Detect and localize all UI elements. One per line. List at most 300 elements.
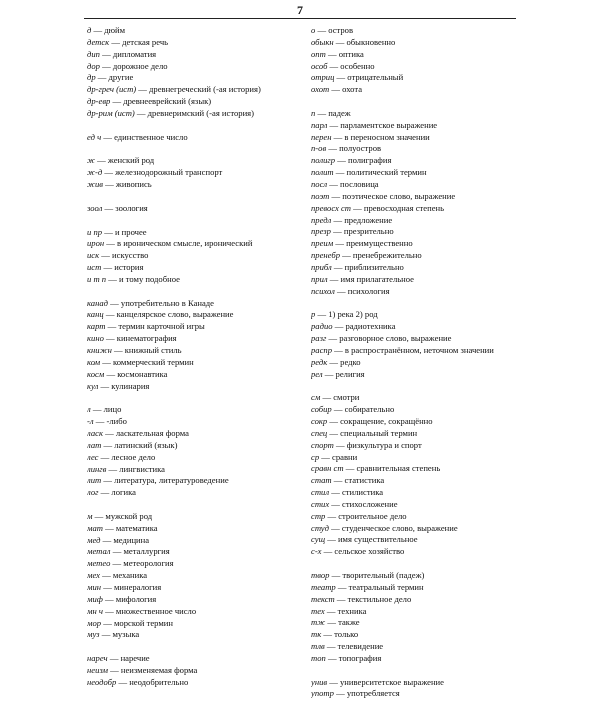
abbreviation-entry bbox=[311, 262, 543, 274]
abbreviation-meaning: — сокращение, сокращённо bbox=[327, 415, 433, 426]
abbreviation: канад bbox=[87, 297, 109, 308]
abbreviation: др bbox=[87, 72, 96, 83]
abbreviation: употр bbox=[311, 688, 334, 699]
abbreviation-entry bbox=[87, 203, 319, 215]
abbreviation-meaning: — в ироническом смысле, иронический bbox=[104, 238, 253, 249]
abbreviation-meaning: — религия bbox=[322, 368, 365, 379]
abbreviation-entry bbox=[311, 179, 543, 191]
abbreviation-meaning: — лесное дело bbox=[98, 451, 156, 462]
abbreviation-entry bbox=[311, 452, 543, 464]
abbreviation: и пр bbox=[87, 226, 103, 237]
abbreviation-entry bbox=[87, 37, 319, 49]
abbreviation: распр bbox=[311, 344, 333, 355]
abbreviation-entry bbox=[87, 321, 319, 333]
abbreviation-entry bbox=[87, 333, 319, 345]
abbreviation-entry bbox=[87, 381, 319, 393]
abbreviation: др-рим (ист) bbox=[87, 107, 135, 118]
abbreviation-meaning: — 1) река 2) род bbox=[315, 309, 378, 320]
abbreviation-entry bbox=[87, 653, 319, 665]
abbreviation: спец bbox=[311, 427, 328, 438]
abbreviation-meaning: — и прочее bbox=[102, 226, 147, 237]
abbreviation: лес bbox=[87, 451, 99, 462]
abbreviation-entry bbox=[87, 416, 319, 428]
abbreviation: д bbox=[87, 25, 92, 35]
abbreviation-meaning: — презрительно bbox=[330, 226, 394, 237]
abbreviation-group bbox=[311, 392, 543, 558]
abbreviation-meaning: — сравни bbox=[319, 451, 358, 462]
abbreviation-entry bbox=[87, 72, 319, 84]
abbreviation-entry bbox=[87, 570, 319, 582]
abbreviation-entry bbox=[87, 677, 319, 689]
abbreviation: театр bbox=[311, 581, 336, 592]
abbreviation: р bbox=[311, 309, 316, 320]
abbreviation: полит bbox=[311, 167, 334, 178]
abbreviation: студ bbox=[311, 522, 329, 533]
abbreviation-meaning: — литература, литературоведение bbox=[101, 475, 229, 486]
abbreviation: полигр bbox=[311, 155, 336, 166]
abbreviation-meaning: — употребительно в Канаде bbox=[108, 297, 214, 308]
abbreviation: и т п bbox=[87, 273, 107, 284]
abbreviation: мат bbox=[87, 522, 103, 533]
abbreviation: мн ч bbox=[87, 605, 103, 616]
abbreviation-meaning: — текстильное дело bbox=[334, 593, 412, 604]
abbreviation-entry bbox=[87, 452, 319, 464]
abbreviation-entry bbox=[311, 25, 543, 37]
abbreviation-entry bbox=[311, 345, 543, 357]
abbreviation-meaning: — музыка bbox=[99, 629, 140, 640]
abbreviation-group bbox=[311, 25, 543, 96]
abbreviation-entry bbox=[311, 511, 543, 523]
abbreviation: нареч bbox=[87, 653, 108, 664]
abbreviation-entry bbox=[311, 534, 543, 546]
abbreviation-meaning: — оптика bbox=[325, 48, 364, 59]
abbreviation: л bbox=[87, 404, 91, 415]
abbreviation-meaning: — зоология bbox=[102, 202, 148, 213]
abbreviation: п bbox=[311, 107, 316, 118]
abbreviation-meaning: — смотри bbox=[320, 392, 360, 403]
abbreviation-meaning: — полиграфия bbox=[335, 155, 392, 166]
page-number: 7 bbox=[297, 3, 303, 17]
abbreviation-group bbox=[311, 309, 543, 380]
abbreviation-entry bbox=[311, 617, 543, 629]
abbreviation: др-евр bbox=[87, 96, 111, 107]
abbreviation-meaning: — приблизительно bbox=[331, 261, 404, 272]
abbreviation-entry bbox=[311, 570, 543, 582]
abbreviation: преим bbox=[311, 238, 334, 249]
abbreviation-entry bbox=[311, 523, 543, 535]
abbreviation-meaning: — дипломатия bbox=[99, 48, 157, 59]
abbreviation-entry bbox=[87, 629, 322, 641]
abbreviation-meaning: — университетское выражение bbox=[327, 676, 444, 687]
abbreviation: тех bbox=[311, 605, 325, 616]
abbreviation-entry bbox=[311, 61, 543, 73]
abbreviation: ж-д bbox=[87, 167, 103, 178]
abbreviation-meaning: — редко bbox=[327, 356, 361, 367]
abbreviation: книжн bbox=[87, 345, 112, 356]
abbreviation-entry bbox=[311, 226, 543, 238]
abbreviation-meaning: — техника bbox=[324, 605, 367, 616]
abbreviation-meaning: — кинематография bbox=[103, 333, 177, 344]
abbreviation-entry bbox=[87, 606, 319, 618]
abbreviation-entry bbox=[87, 665, 319, 677]
abbreviation-meaning: — медицина bbox=[100, 534, 150, 545]
abbreviation: лит bbox=[87, 475, 102, 486]
abbreviation: жив bbox=[87, 179, 104, 190]
abbreviation-meaning: — множественное число bbox=[103, 605, 197, 616]
abbreviation: радио bbox=[311, 321, 333, 332]
abbreviation: дип bbox=[87, 48, 100, 59]
abbreviation: обыкн bbox=[311, 36, 334, 47]
abbreviation-group bbox=[311, 108, 543, 298]
abbreviation-entry bbox=[311, 357, 543, 369]
abbreviation-meaning: — наречие bbox=[107, 653, 150, 664]
abbreviation-meaning: — творительный (падеж) bbox=[329, 570, 425, 580]
abbreviation-meaning: — ласкательная форма bbox=[102, 427, 189, 438]
abbreviation: тк bbox=[311, 629, 322, 640]
abbreviation-entry bbox=[311, 688, 543, 700]
abbreviation: метео bbox=[87, 558, 111, 569]
abbreviation-entry bbox=[311, 120, 543, 132]
abbreviation: ед ч bbox=[87, 131, 102, 142]
abbreviation-entry bbox=[311, 629, 543, 641]
abbreviation-meaning: — морской термин bbox=[101, 617, 173, 628]
abbreviation-entry bbox=[311, 274, 543, 286]
abbreviation-meaning: — преимущественно bbox=[333, 238, 413, 249]
abbreviation-entry bbox=[311, 84, 543, 96]
abbreviation-entry bbox=[87, 262, 319, 274]
abbreviation-meaning: — неизменяемая форма bbox=[108, 664, 198, 675]
abbreviation-entry bbox=[87, 309, 319, 321]
abbreviation: ср bbox=[311, 451, 320, 462]
abbreviation-entry bbox=[311, 428, 543, 440]
abbreviation-meaning: — собирательно bbox=[331, 404, 395, 415]
abbreviation-meaning: — и тому подобное bbox=[106, 273, 180, 284]
abbreviation-meaning: — другие bbox=[95, 72, 134, 83]
abbreviation-entry bbox=[311, 369, 543, 381]
abbreviation-entry bbox=[311, 37, 543, 49]
abbreviation-entry bbox=[87, 155, 319, 167]
abbreviation-meaning: — живопись bbox=[103, 179, 152, 190]
abbreviation: парл bbox=[311, 119, 328, 130]
abbreviation-meaning: — древнегреческий (-ая история) bbox=[136, 84, 261, 95]
abbreviation: мин bbox=[87, 581, 102, 592]
abbreviation: презр bbox=[311, 226, 331, 237]
abbreviation-entry bbox=[87, 475, 319, 487]
abbreviation: тж bbox=[311, 617, 326, 628]
abbreviation: -л bbox=[87, 416, 94, 427]
abbreviation-meaning: — мифология bbox=[102, 593, 157, 604]
abbreviation: др-греч (ист) bbox=[87, 84, 137, 95]
header-rule bbox=[84, 18, 516, 19]
abbreviation: перен bbox=[311, 131, 332, 142]
abbreviation-meaning: — пословица bbox=[327, 179, 379, 190]
abbreviation-entry bbox=[311, 392, 543, 404]
abbreviation: тлв bbox=[311, 641, 325, 652]
abbreviation-meaning: — единственное число bbox=[101, 131, 188, 142]
abbreviation: собир bbox=[311, 404, 332, 415]
abbreviation-group bbox=[87, 404, 319, 499]
abbreviation: унив bbox=[311, 676, 328, 687]
abbreviation-group bbox=[87, 203, 319, 215]
abbreviation-entry bbox=[87, 132, 319, 144]
abbreviation-meaning: — минералогия bbox=[101, 581, 162, 592]
abbreviation-entry bbox=[87, 250, 319, 262]
abbreviation-meaning: — театральный термин bbox=[335, 581, 424, 592]
abbreviation-meaning: — разговорное слово, выражение bbox=[326, 333, 452, 344]
abbreviation: лог bbox=[87, 487, 99, 498]
abbreviation: сущ bbox=[311, 534, 326, 545]
abbreviation-entry bbox=[311, 499, 543, 511]
abbreviation-entry bbox=[87, 369, 319, 381]
abbreviation: ист bbox=[87, 262, 102, 273]
abbreviation: предл bbox=[311, 214, 332, 225]
abbreviation-meaning: — падеж bbox=[315, 107, 351, 118]
abbreviation-entry bbox=[311, 108, 543, 120]
abbreviation-meaning: — охота bbox=[329, 84, 363, 95]
abbreviation-meaning: — термин карточной игры bbox=[105, 321, 205, 332]
abbreviation-entry bbox=[87, 227, 319, 239]
abbreviation-meaning: — студенческое слово, выражение bbox=[328, 522, 458, 533]
abbreviation-group bbox=[87, 298, 319, 393]
abbreviation: превосх ст bbox=[311, 202, 352, 213]
abbreviation-meaning: — стихосложение bbox=[329, 498, 398, 509]
abbreviation-entry bbox=[311, 404, 543, 416]
abbreviation: охот bbox=[311, 84, 330, 95]
abbreviation-meaning: — женский род bbox=[95, 155, 155, 166]
abbreviation-entry bbox=[87, 428, 319, 440]
abbreviation-entry bbox=[87, 49, 319, 61]
abbreviation-meaning: — политический термин bbox=[333, 167, 427, 178]
abbreviation-entry bbox=[87, 404, 319, 416]
abbreviation-entry bbox=[311, 132, 543, 144]
abbreviation: косм bbox=[87, 368, 105, 379]
abbreviation-meaning: — механика bbox=[100, 570, 148, 581]
abbreviation: кино bbox=[87, 333, 104, 344]
abbreviation-meaning: — лингвистика bbox=[106, 463, 165, 474]
abbreviation-meaning: — имя прилагательное bbox=[327, 273, 414, 284]
abbreviation-entry bbox=[87, 345, 319, 357]
abbreviation-entry bbox=[311, 143, 543, 155]
abbreviation-entry bbox=[311, 641, 543, 653]
abbreviation: мех bbox=[87, 570, 100, 581]
abbreviation-entry bbox=[87, 523, 319, 535]
abbreviation: лингв bbox=[87, 463, 107, 474]
abbreviation-meaning: — дюйм bbox=[91, 25, 126, 35]
abbreviation-meaning: — искусство bbox=[99, 250, 149, 261]
abbreviation-meaning: — сельское хозяйство bbox=[321, 546, 405, 557]
abbreviation: п-ов bbox=[311, 143, 327, 154]
abbreviation-meaning: — метеорология bbox=[110, 558, 174, 569]
abbreviation-meaning: — поэтическое слово, выражение bbox=[329, 190, 456, 201]
abbreviation-entry bbox=[87, 618, 319, 630]
abbreviation-group bbox=[87, 132, 319, 144]
abbreviation: ж bbox=[87, 155, 95, 166]
abbreviation: кул bbox=[87, 380, 99, 391]
abbreviation-meaning: — стилистика bbox=[329, 487, 384, 498]
abbreviation: зоол bbox=[87, 202, 103, 213]
abbreviation-meaning: — книжный стиль bbox=[111, 345, 182, 356]
abbreviation-meaning: — превосходная степень bbox=[351, 202, 445, 213]
abbreviation-meaning: — детская речь bbox=[109, 36, 169, 47]
abbreviation-group bbox=[87, 653, 319, 689]
abbreviation-meaning: — обыкновенно bbox=[333, 36, 396, 47]
abbreviation-entry bbox=[87, 274, 319, 286]
abbreviation-entry bbox=[87, 535, 319, 547]
abbreviation-entry bbox=[311, 463, 543, 475]
abbreviation: стил bbox=[311, 487, 330, 498]
abbreviation: топ bbox=[311, 652, 326, 663]
abbreviation-meaning: — -либо bbox=[93, 416, 127, 427]
abbreviation-entry bbox=[311, 250, 543, 262]
abbreviation-entry bbox=[87, 440, 319, 452]
abbreviation-group bbox=[311, 677, 543, 701]
abbreviation-meaning: — радиотехника bbox=[332, 321, 396, 332]
abbreviation-entry bbox=[311, 416, 543, 428]
abbreviation-meaning: — коммерческий термин bbox=[100, 356, 194, 367]
abbreviation-entry bbox=[311, 309, 543, 321]
abbreviation: спорт bbox=[311, 439, 334, 450]
abbreviation-entry bbox=[311, 286, 543, 298]
abbreviation-meaning: — парламентское выражение bbox=[327, 119, 438, 130]
abbreviation-group bbox=[87, 227, 319, 286]
abbreviation-meaning: — психология bbox=[334, 285, 390, 296]
abbreviation-entry bbox=[311, 321, 543, 333]
abbreviation-meaning: — в распространённом, неточном значении bbox=[332, 344, 494, 355]
abbreviation-meaning: — строительное дело bbox=[325, 510, 407, 521]
abbreviation-meaning: — канцелярское слово, выражение bbox=[103, 309, 234, 320]
abbreviation-meaning: — топография bbox=[325, 652, 382, 663]
abbreviation-meaning: — кулинария bbox=[98, 380, 150, 391]
abbreviation-entry bbox=[311, 215, 543, 227]
abbreviation-entry bbox=[87, 464, 319, 476]
abbreviation: пренебр bbox=[311, 250, 340, 261]
abbreviation-entry bbox=[87, 61, 319, 73]
abbreviation-meaning: — неодобрительно bbox=[116, 676, 189, 687]
abbreviation: поэт bbox=[311, 190, 330, 201]
abbreviation-meaning: — физкультура и спорт bbox=[333, 439, 422, 450]
abbreviation-group bbox=[87, 155, 319, 191]
abbreviation-meaning: — пренебрежительно bbox=[340, 250, 422, 261]
abbreviation-meaning: — латинский (язык) bbox=[101, 439, 178, 450]
abbreviation: стр bbox=[311, 510, 326, 521]
abbreviation-meaning: — имя существительное bbox=[325, 534, 418, 545]
abbreviation: стат bbox=[311, 475, 332, 486]
abbreviation: прибл bbox=[311, 261, 332, 272]
abbreviation: лат bbox=[87, 439, 102, 450]
abbreviation: см bbox=[311, 392, 321, 403]
abbreviation-entry bbox=[311, 72, 543, 84]
abbreviation-entry bbox=[311, 487, 543, 499]
abbreviation: ком bbox=[87, 356, 101, 367]
abbreviation: психол bbox=[311, 285, 335, 296]
abbreviation-entry bbox=[87, 96, 319, 108]
right-column bbox=[311, 25, 543, 712]
abbreviation: неизм bbox=[87, 664, 108, 675]
abbreviation-meaning: — железнодорожный транспорт bbox=[102, 167, 223, 178]
abbreviation: муз bbox=[87, 629, 100, 640]
abbreviation: твор bbox=[311, 570, 330, 580]
abbreviation-entry bbox=[311, 203, 543, 215]
abbreviation-meaning: — древнеримский (-ая история) bbox=[134, 107, 254, 118]
abbreviation-meaning: — древнееврейский (язык) bbox=[110, 96, 212, 107]
abbreviation-meaning: — полуостров bbox=[326, 143, 382, 154]
abbreviation: ласк bbox=[87, 427, 103, 438]
abbreviation-entry bbox=[311, 333, 543, 345]
abbreviation-meaning: — отрицательный bbox=[334, 72, 404, 83]
abbreviation-entry bbox=[311, 653, 543, 665]
abbreviation-entry bbox=[311, 677, 543, 689]
abbreviation-meaning: — специальный термин bbox=[327, 427, 418, 438]
abbreviation-entry bbox=[87, 108, 319, 120]
abbreviation: отриц bbox=[311, 72, 335, 83]
abbreviation-meaning: — также bbox=[325, 617, 360, 628]
abbreviation-meaning: — статистика bbox=[331, 475, 385, 486]
abbreviation: мор bbox=[87, 617, 102, 628]
abbreviation-entry bbox=[87, 357, 319, 369]
abbreviation-entry bbox=[87, 511, 319, 523]
abbreviation-entry bbox=[311, 167, 543, 179]
abbreviation: миф bbox=[87, 593, 103, 604]
abbreviation-meaning: — особенно bbox=[327, 60, 375, 71]
abbreviation: разг bbox=[311, 333, 327, 344]
abbreviation-entry bbox=[87, 582, 319, 594]
abbreviation-meaning: — история bbox=[101, 262, 144, 273]
abbreviation-meaning: — только bbox=[321, 629, 359, 640]
abbreviation: прил bbox=[311, 273, 328, 284]
abbreviation-group bbox=[87, 25, 319, 120]
abbreviation: ирон bbox=[87, 238, 105, 249]
abbreviation-meaning: — дорожное дело bbox=[99, 60, 168, 71]
abbreviation: иск bbox=[87, 250, 100, 261]
abbreviation-entry bbox=[311, 475, 543, 487]
abbreviation: детск bbox=[87, 36, 110, 47]
abbreviation-meaning: — телевидение bbox=[324, 641, 384, 652]
abbreviation-entry bbox=[87, 558, 319, 570]
abbreviation: мед bbox=[87, 534, 101, 545]
abbreviation-entry bbox=[311, 440, 543, 452]
abbreviation-meaning: — логика bbox=[98, 487, 136, 498]
abbreviation: редк bbox=[311, 356, 328, 367]
abbreviation: сравн ст bbox=[311, 463, 344, 474]
abbreviation-entry bbox=[311, 49, 543, 61]
abbreviation-meaning: — в переносном значении bbox=[331, 131, 430, 142]
abbreviation-entry bbox=[87, 487, 319, 499]
abbreviation-entry bbox=[311, 582, 543, 594]
abbreviation-entry bbox=[87, 179, 319, 191]
abbreviation: о bbox=[311, 25, 316, 35]
abbreviation-entry bbox=[311, 155, 543, 167]
abbreviation: стих bbox=[311, 498, 330, 509]
abbreviation-meaning: — космонавтика bbox=[104, 368, 168, 379]
abbreviation-meaning: — мужской род bbox=[92, 510, 153, 521]
abbreviation-meaning: — лицо bbox=[90, 404, 122, 415]
abbreviation-entry bbox=[87, 25, 319, 37]
abbreviation-meaning: — остров bbox=[315, 25, 354, 35]
abbreviation: канц bbox=[87, 309, 104, 320]
abbreviation: дор bbox=[87, 60, 100, 71]
abbreviation-meaning: — употребляется bbox=[333, 688, 400, 699]
abbreviation: сокр bbox=[311, 415, 328, 426]
abbreviation-entry bbox=[87, 546, 319, 558]
abbreviation-meaning: — математика bbox=[103, 522, 158, 533]
abbreviation: карт bbox=[87, 321, 106, 332]
abbreviation-entry bbox=[87, 238, 319, 250]
abbreviation: текст bbox=[311, 593, 335, 604]
abbreviation: с-х bbox=[311, 546, 322, 557]
abbreviation-entry bbox=[87, 167, 319, 179]
abbreviation-entry bbox=[311, 238, 543, 250]
abbreviation-meaning: — предложение bbox=[331, 214, 393, 225]
